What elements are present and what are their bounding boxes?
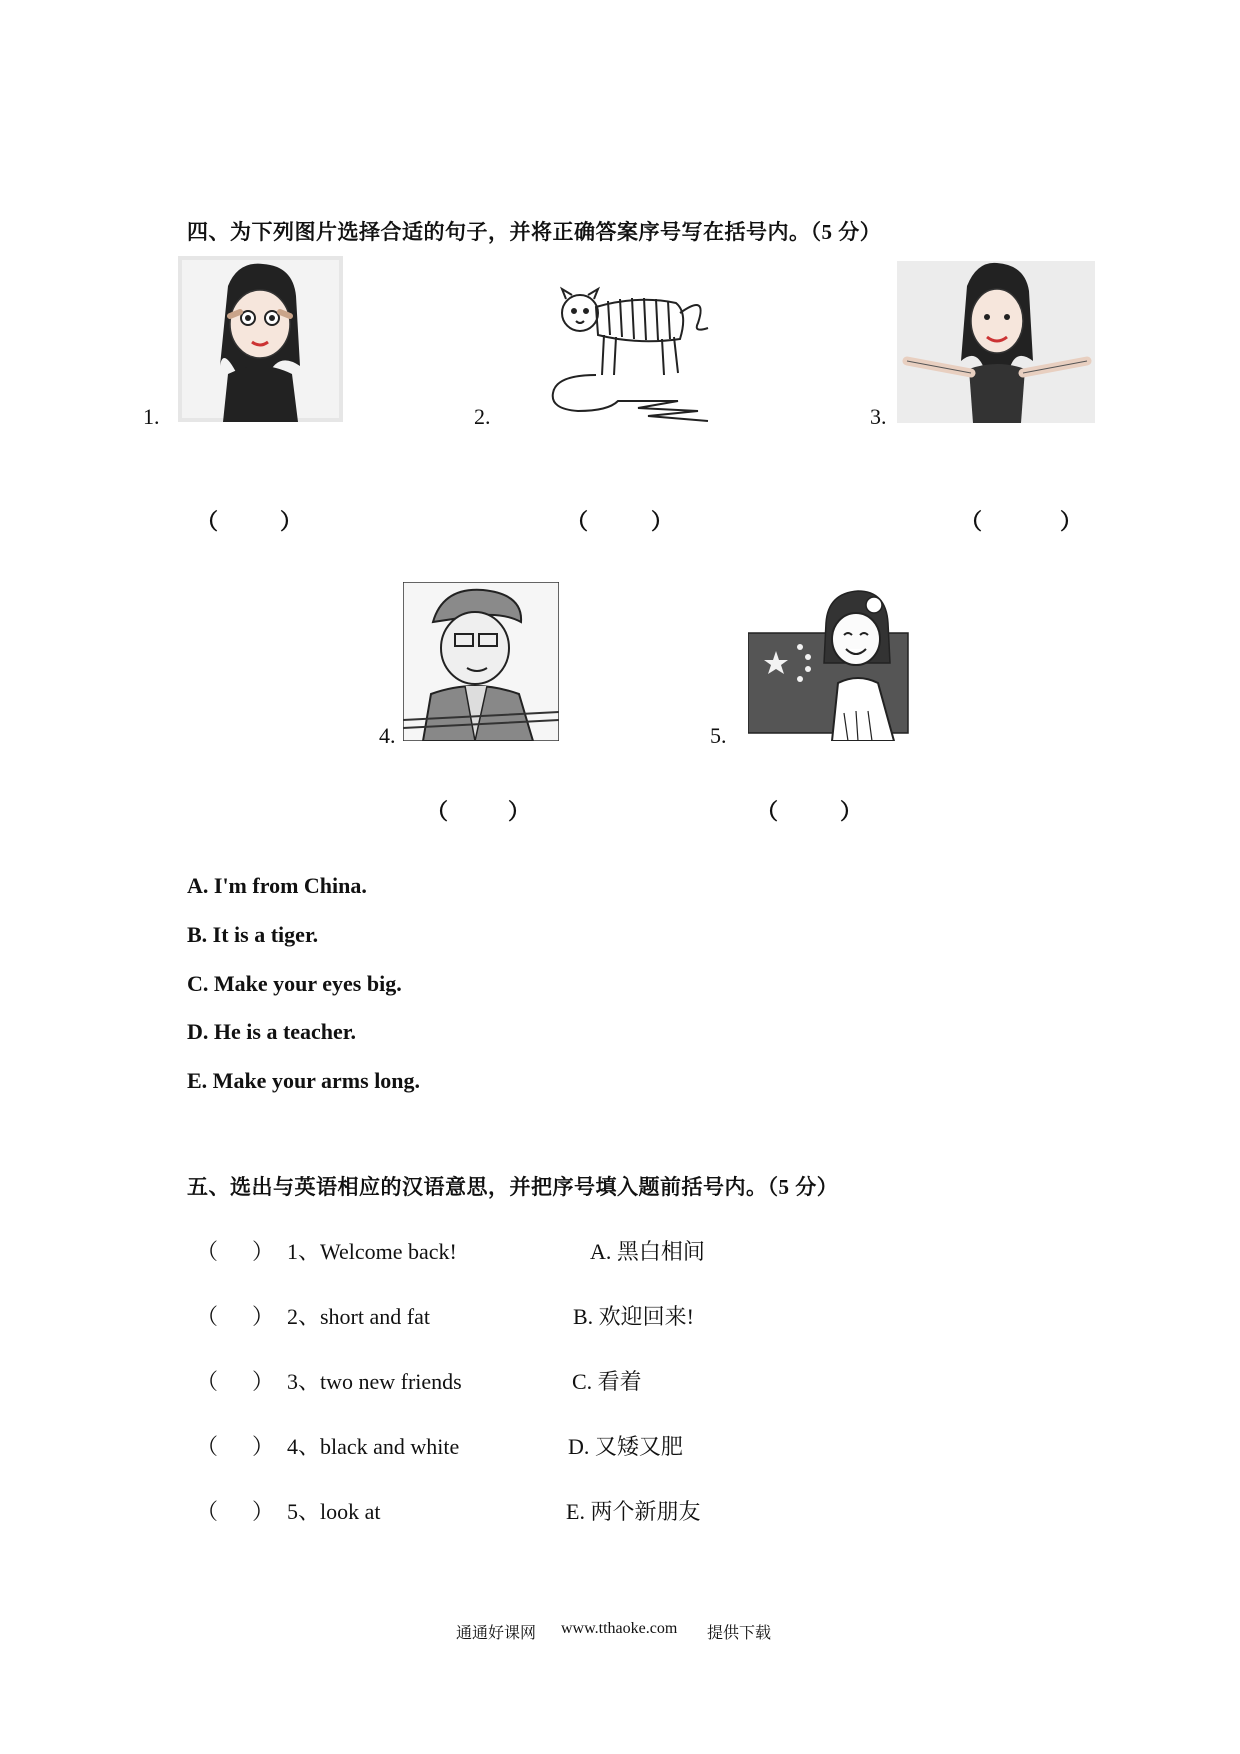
matching-row-3-english: 3、two new friends: [287, 1369, 462, 1394]
picture-1-number: 1.: [143, 404, 160, 429]
picture-3-paren-open: （: [960, 509, 983, 534]
matching-row-5-paren-close: ）: [252, 1499, 275, 1524]
matching-row-4-chinese: D. 又矮又肥: [568, 1434, 683, 1459]
matching-row-1-chinese: A. 黑白相间: [590, 1239, 705, 1264]
matching-row-4-paren-open: （: [196, 1434, 219, 1459]
option-a: A. I'm from China.: [187, 873, 367, 898]
matching-row-2-english: 2、short and fat: [287, 1304, 430, 1329]
section-4-title: 四、为下列图片选择合适的句子，并将正确答案序号写在括号内。（5 分）: [187, 220, 882, 244]
matching-row-5-paren-open: （: [196, 1499, 219, 1524]
girl-arms-icon: [897, 261, 1095, 423]
picture-5-number: 5.: [710, 723, 727, 748]
matching-row-2-chinese: B. 欢迎回来!: [573, 1304, 695, 1329]
matching-row-3-paren-close: ）: [252, 1369, 275, 1394]
footer-site-name: 通通好课网: [456, 1625, 537, 1642]
picture-3-paren-close: ）: [1060, 509, 1083, 534]
matching-row-5-english: 5、look at: [287, 1499, 381, 1524]
option-b: B. It is a tiger.: [187, 922, 319, 947]
option-c: C. Make your eyes big.: [187, 971, 402, 996]
matching-row-4-english: 4、black and white: [287, 1434, 460, 1459]
matching-row-1-english: 1、Welcome back!: [287, 1239, 457, 1264]
picture-2-paren-open: （: [566, 509, 589, 534]
picture-4-paren-close: ）: [508, 799, 531, 824]
picture-5-paren-open: （: [756, 799, 779, 824]
matching-row-3-paren-open: （: [196, 1369, 219, 1394]
picture-2-number: 2.: [474, 404, 491, 429]
option-e: E. Make your arms long.: [187, 1068, 421, 1093]
matching-row-2-paren-open: （: [196, 1304, 219, 1329]
matching-row-1-paren-close: ）: [252, 1239, 275, 1264]
footer-url[interactable]: www.tthaoke.com: [561, 1620, 678, 1637]
section-5-title: 五、选出与英语相应的汉语意思，并把序号填入题前括号内。（5 分）: [187, 1175, 839, 1199]
picture-3-number: 3.: [870, 404, 887, 429]
girl-flag-icon: [748, 583, 914, 741]
picture-1-paren-close: ）: [280, 509, 303, 534]
girl-eyes-icon: [178, 256, 343, 422]
picture-4-number: 4.: [379, 723, 396, 748]
matching-row-3-chinese: C. 看着: [572, 1369, 642, 1394]
matching-row-5-chinese: E. 两个新朋友: [566, 1499, 701, 1524]
picture-4-paren-open: （: [426, 799, 449, 824]
matching-row-4-paren-close: ）: [252, 1434, 275, 1459]
matching-row-2-paren-close: ）: [252, 1304, 275, 1329]
picture-5-paren-close: ）: [840, 799, 863, 824]
teacher-icon: [403, 582, 559, 741]
matching-row-1-paren-open: （: [196, 1239, 219, 1264]
option-d: D. He is a teacher.: [187, 1019, 357, 1044]
tiger-icon: [548, 283, 722, 435]
picture-2-paren-close: ）: [651, 509, 674, 534]
picture-1-paren-open: （: [196, 509, 219, 534]
footer-suffix: 提供下载: [707, 1625, 772, 1642]
